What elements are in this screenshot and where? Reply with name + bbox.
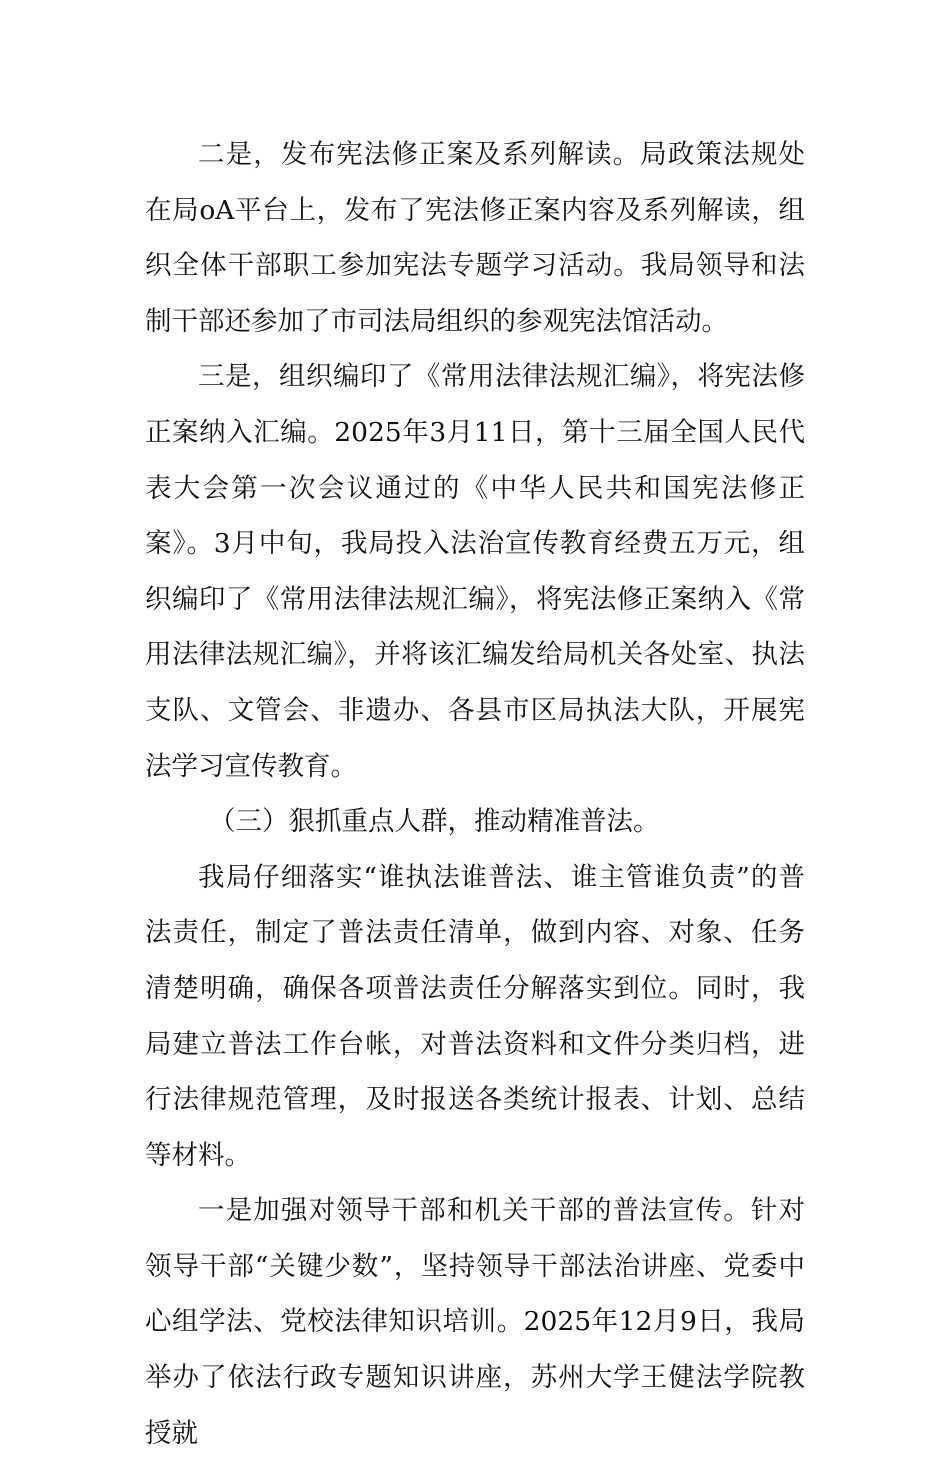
paragraph-point-two: 二是，发布宪法修正案及系列解读。局政策法规处在局oA平台上，发布了宪法修正案内容及系列解读，组织全体干部职工参加宪法专题学习活动。我局领导和法制干部还参加了市司法局组织的参观宪法馆活动。 <box>145 139 805 337</box>
paragraph-point-three: 三是，组织编印了《常用法律法规汇编》，将宪法修正案纳入汇编。2025年3月11日，第十三届全国人民代表大会第一次会议通过的《中华人民共和国宪法修正案》。3月中旬，我局投入法治宣传教育经费五万元，组织编印了《常用法律法规汇编》，将宪法修正案纳入《常用法律法规汇编》，并将该汇编发给局机关各处室、执法支队、文管会、非遗办、各县市区局执法大队，开展宪法学习宣传教育。 <box>145 361 805 782</box>
paragraph-point-one: 一是加强对领导干部和机关干部的普法宣传。针对领导干部“关键少数”，坚持领导干部法治讲座、党委中心组学法、党校法律知识培训。2025年12月9日，我局举办了依法行政专题知识讲座，苏州大学王健法学院教授就 <box>145 1195 805 1449</box>
paragraph-responsibility: 我局仔细落实“谁执法谁普法、谁主管谁负责”的普法责任，制定了普法责任清单，做到内容、对象、任务清楚明确，确保各项普法责任分解落实到位。同时，我局建立普法工作台帐，对普法资料和文件分类归档，进行法律规范管理，及时报送各类统计报表、计划、总结等材料。 <box>145 861 805 1171</box>
document-body <box>145 127 805 1461</box>
section-heading: （三）狠抓重点人群，推动精准普法。 <box>209 806 660 838</box>
